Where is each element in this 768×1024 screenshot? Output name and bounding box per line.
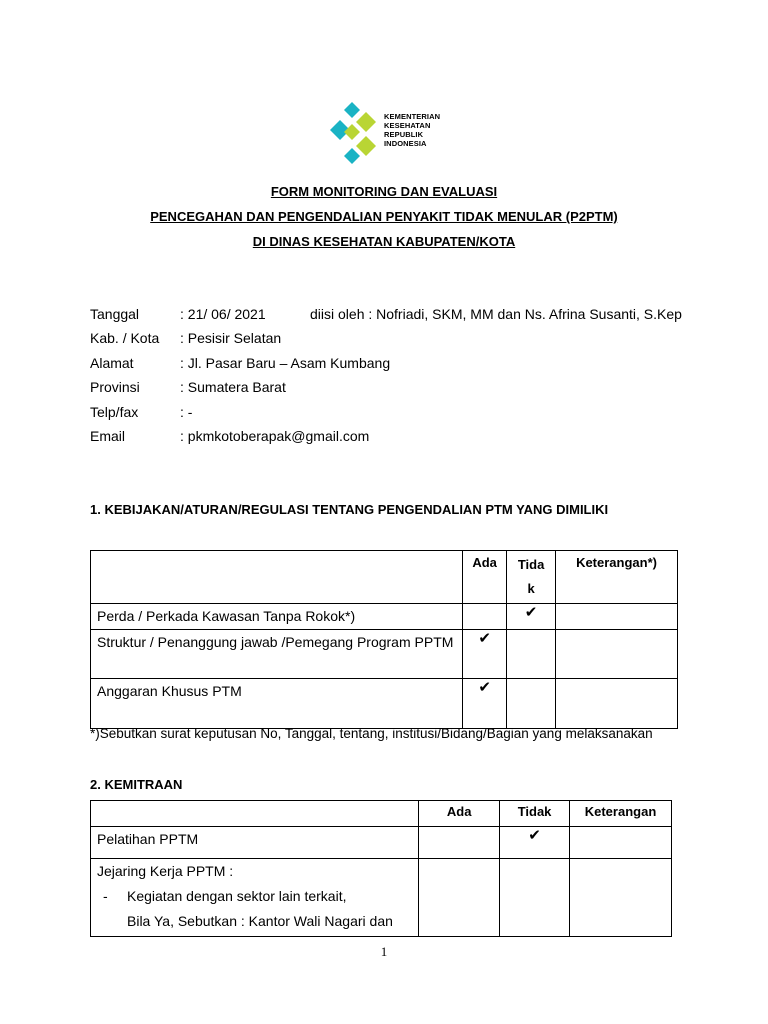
- bullet: -: [103, 888, 108, 904]
- policy-table: [90, 550, 678, 729]
- form-title: FORM MONITORING DAN EVALUASI: [270, 184, 498, 199]
- section1-title: 1. KEBIJAKAN/ATURAN/REGULASI TENTANG PENGENDALIAN PTM YANG DIMILIKI: [90, 502, 609, 517]
- check-icon: ✔: [528, 827, 541, 844]
- row-ada: [463, 604, 507, 630]
- row-ada: [463, 679, 507, 729]
- kab-value: : Pesisir Selatan: [180, 330, 282, 346]
- check-icon: [463, 604, 506, 605]
- kab-label: Kab. / Kota: [90, 330, 160, 346]
- row-label: Pelatihan PPTM: [91, 827, 419, 859]
- telp-value: : -: [180, 404, 193, 420]
- row-tidak: [507, 604, 556, 630]
- email-label: Email: [90, 428, 126, 444]
- row-label: Perda / Perkada Kawasan Tanpa Rokok*): [91, 604, 463, 630]
- provinsi-value: : Sumatera Barat: [180, 379, 286, 395]
- row-tidak: [507, 679, 556, 729]
- header-empty: [91, 801, 419, 827]
- alamat-label: Alamat: [90, 355, 134, 371]
- telp-label: Telp/fax: [90, 404, 139, 420]
- footnote: *)Sebutkan surat keputusan No, Tanggal, tentang, institusi/Bidang/Bagian yang melaksanakan: [90, 726, 653, 741]
- check-icon: [507, 679, 555, 680]
- table-header-row: [91, 551, 678, 604]
- jejaring-title: Jejaring Kerja PPTM :: [97, 863, 234, 879]
- jejaring-kegiatan: Kegiatan dengan sektor lain terkait,: [127, 888, 347, 904]
- header-keterangan: Keterangan: [570, 801, 672, 827]
- row-label: Anggaran Khusus PTM: [91, 679, 463, 729]
- row-tidak: [500, 859, 570, 937]
- page-number: 1: [380, 944, 388, 959]
- row-ada: [419, 859, 500, 937]
- check-icon: [507, 630, 555, 631]
- row-label: [91, 859, 419, 937]
- jejaring-sebutkan: Bila Ya, Sebutkan : Kantor Wali Nagari dan: [127, 913, 393, 929]
- row-keterangan: [570, 859, 672, 937]
- form-subtitle: PENCEGAHAN DAN PENGENDALIAN PENYAKIT TIDAK MENULAR (P2PTM): [150, 209, 618, 224]
- check-icon: ✔: [524, 604, 538, 621]
- provinsi-label: Provinsi: [90, 379, 140, 395]
- row-keterangan: [556, 679, 678, 729]
- header-tidak: Tidak: [500, 801, 570, 827]
- header-ada: Ada: [463, 551, 507, 604]
- row-ada: [419, 827, 500, 859]
- form-scope: DI DINAS KESEHATAN KABUPATEN/KOTA: [252, 234, 516, 249]
- row-tidak: [507, 630, 556, 679]
- row-label: Struktur / Penanggung jawab /Pemegang Program PPTM: [91, 630, 463, 679]
- check-icon: [419, 827, 499, 828]
- row-keterangan: [570, 827, 672, 859]
- section2-title: 2. KEMITRAAN: [90, 777, 183, 792]
- email-value: : pkmkotoberapak@gmail.com: [180, 428, 370, 444]
- header-tidak: Tida k: [507, 551, 556, 604]
- table-header-row: [91, 801, 672, 827]
- table-row: [91, 630, 678, 679]
- row-ada: [463, 630, 507, 679]
- table-row: [91, 604, 678, 630]
- partnership-table: [90, 800, 672, 937]
- row-tidak: [500, 827, 570, 859]
- check-icon: ✔: [478, 630, 491, 647]
- alamat-value: : Jl. Pasar Baru – Asam Kumbang: [180, 355, 391, 371]
- diisi-oleh: diisi oleh : Nofriadi, SKM, MM dan Ns. Afrina Susanti, S.Kep: [310, 306, 682, 322]
- header-keterangan: Keterangan*): [556, 551, 678, 604]
- logo-wordmark: KEMENTERIAN KESEHATAN REPUBLIK INDONESIA: [384, 112, 441, 148]
- table-row: [91, 679, 678, 729]
- check-icon: ✔: [478, 679, 491, 696]
- table-row: [91, 859, 672, 937]
- header-ada: Ada: [419, 801, 500, 827]
- tanggal-label: Tanggal: [90, 306, 140, 322]
- row-keterangan: [556, 604, 678, 630]
- table-row: [91, 827, 672, 859]
- tanggal-value: : 21/ 06/ 2021: [180, 306, 266, 322]
- row-keterangan: [556, 630, 678, 679]
- logo-emblem: [330, 102, 376, 164]
- header-empty: [91, 551, 463, 604]
